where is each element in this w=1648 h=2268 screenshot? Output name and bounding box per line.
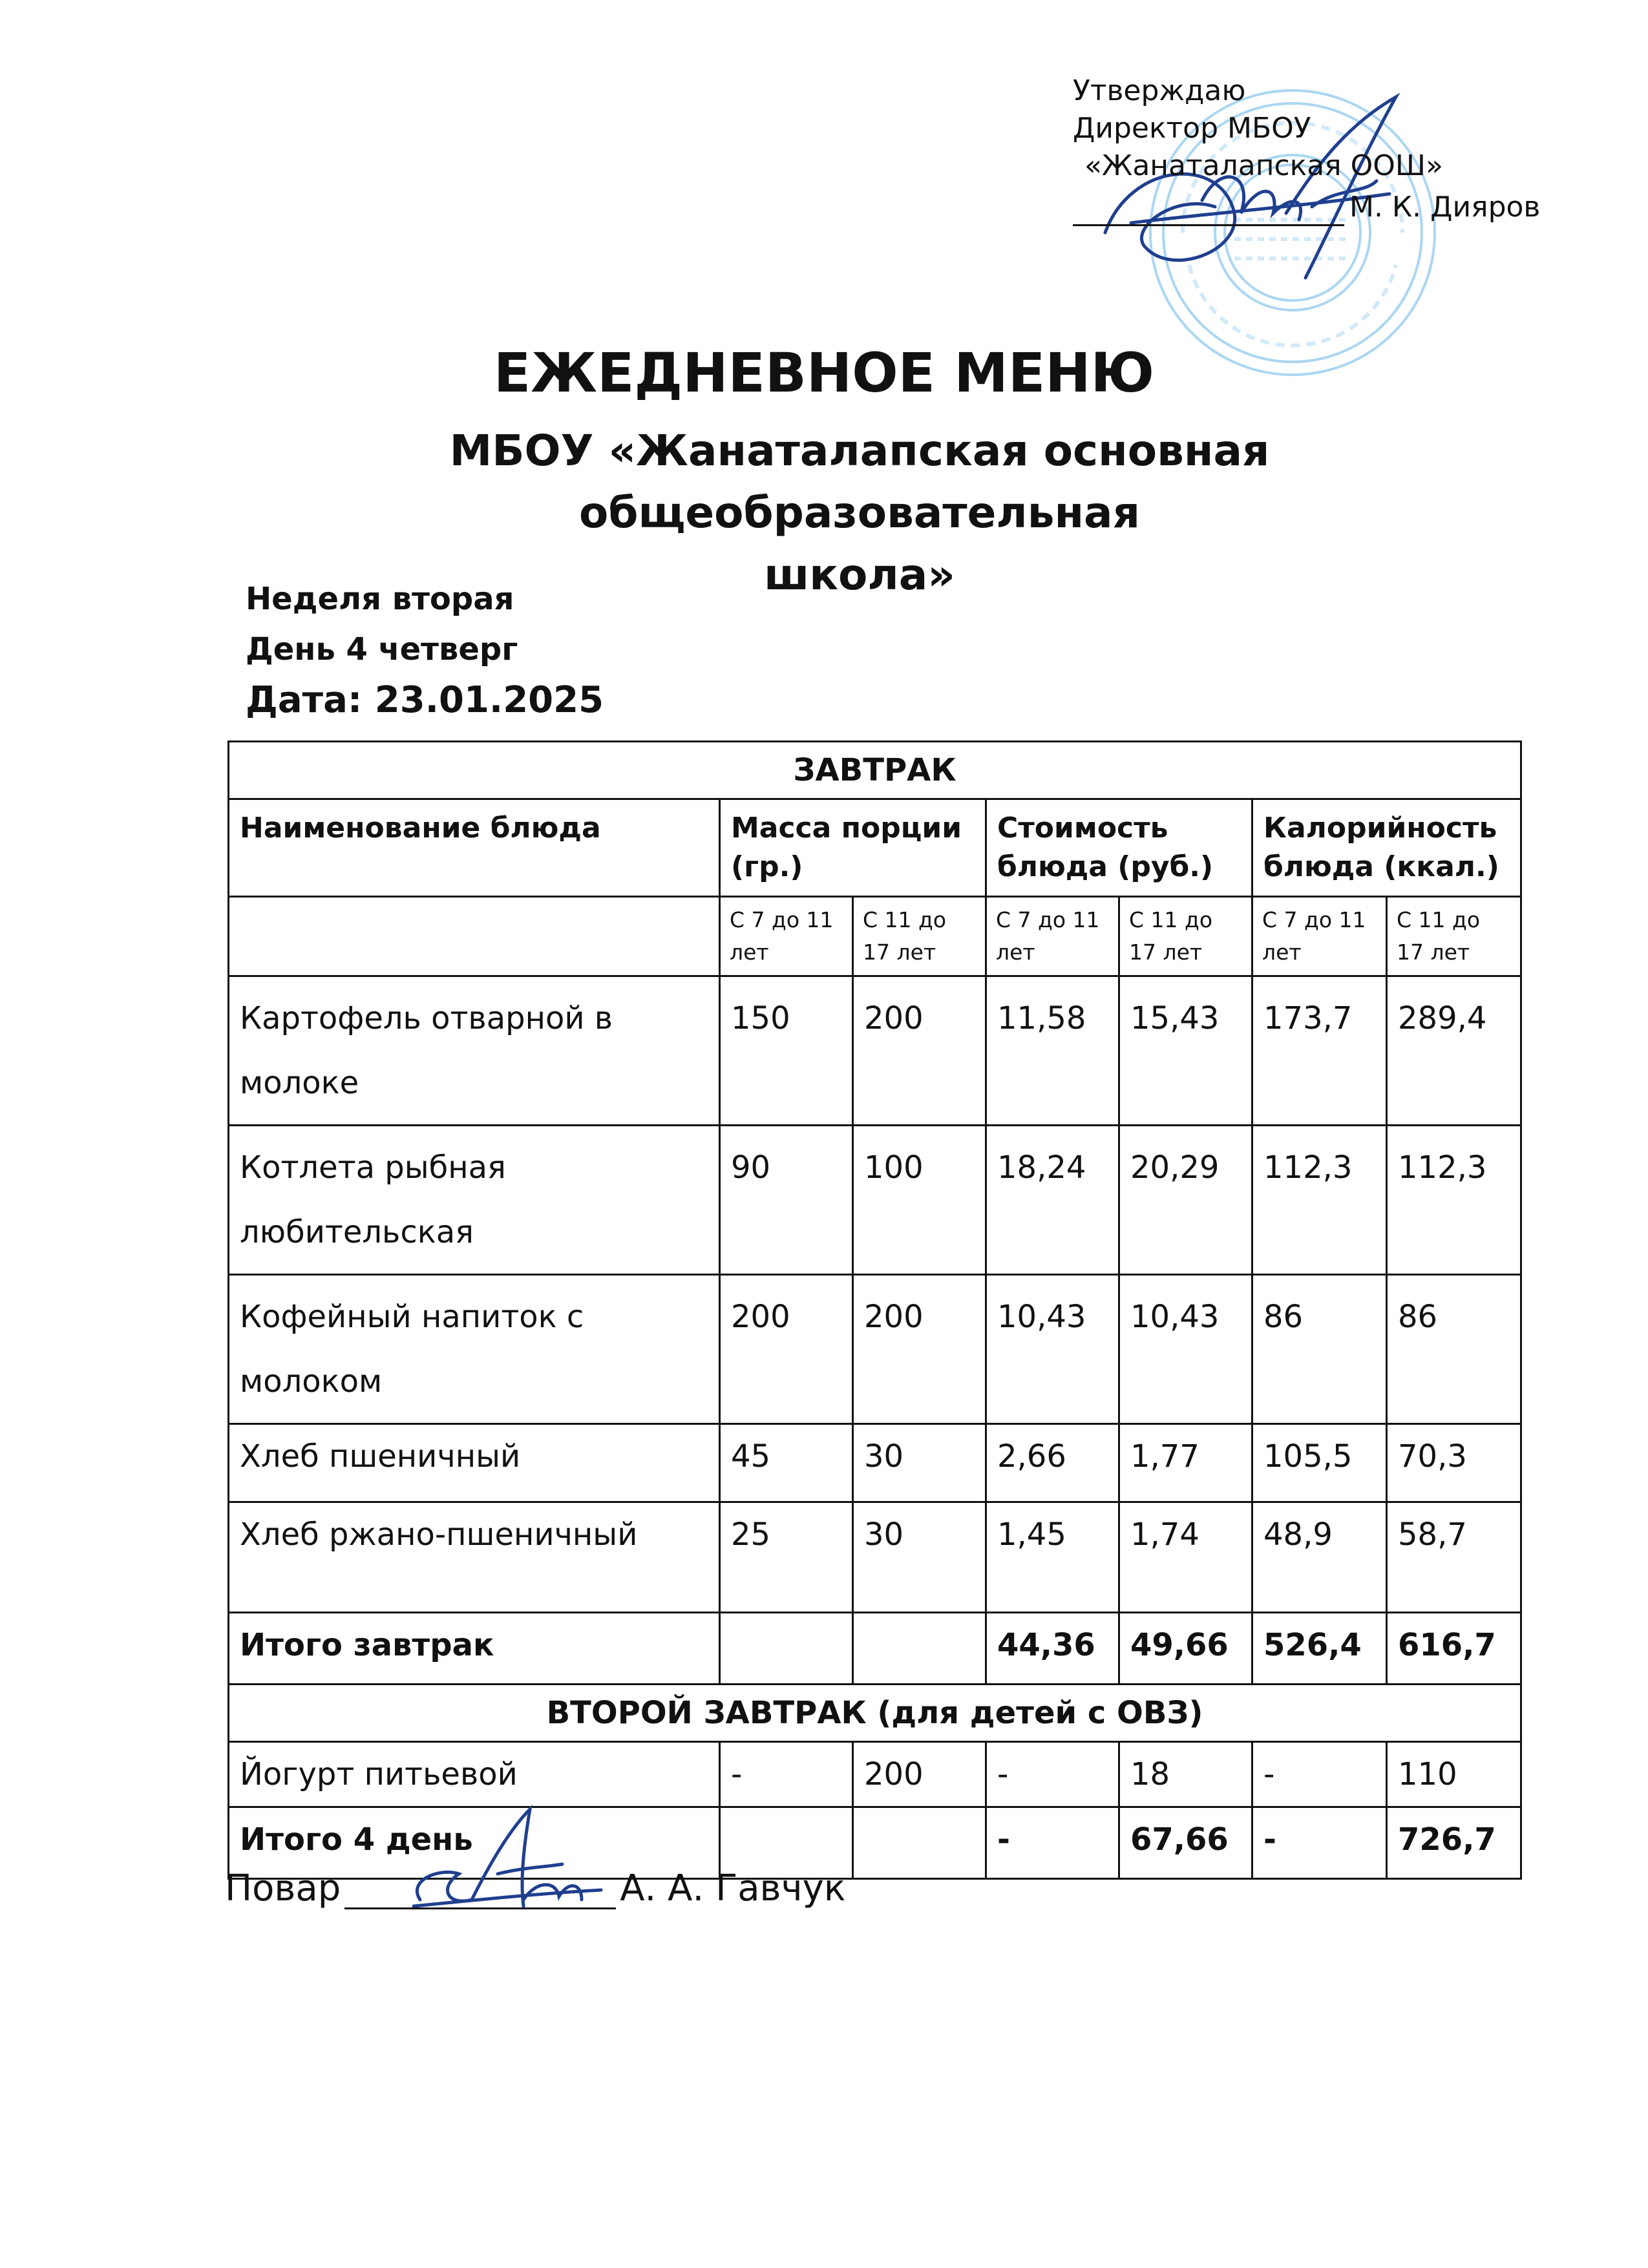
- menu-table: [227, 740, 1522, 1880]
- total-breakfast-label: Итого завтрак: [229, 1613, 720, 1685]
- cell: 1,77: [1119, 1424, 1252, 1502]
- cell: 90: [720, 1126, 853, 1275]
- total-day-label: Итого 4 день: [229, 1807, 720, 1879]
- cell: 150: [720, 976, 853, 1126]
- section-second-breakfast: ВТОРОЙ ЗАВТРАК (для детей с ОВЗ): [229, 1685, 1521, 1742]
- cell: 173,7: [1252, 976, 1387, 1126]
- cell: 10,43: [1119, 1275, 1252, 1424]
- cell: -: [986, 1807, 1119, 1879]
- cell: 30: [853, 1424, 986, 1502]
- cell: 49,66: [1119, 1613, 1252, 1685]
- cell: [853, 1613, 986, 1685]
- header-dish-name: Наименование блюда: [229, 799, 720, 897]
- cell: 70,3: [1387, 1424, 1521, 1502]
- header-calories: Калорийность блюда (ккал.): [1252, 799, 1521, 897]
- dish-name: Хлеб пшеничный: [229, 1424, 720, 1502]
- week-label: Неделя вторая: [246, 581, 514, 617]
- approval-line-3: «Жанаталапская ООШ»: [1084, 149, 1443, 182]
- age-11-17: С 11 до 17 лет: [853, 897, 986, 976]
- table-row: [229, 1742, 1521, 1807]
- cell: 86: [1387, 1275, 1521, 1424]
- cell: 58,7: [1387, 1502, 1521, 1613]
- approval-signature-row: [1073, 189, 1540, 226]
- cell: 200: [853, 976, 986, 1126]
- cell: 10,43: [986, 1275, 1119, 1424]
- cell: 67,66: [1119, 1807, 1252, 1879]
- cook-label: Повар: [225, 1867, 341, 1909]
- cook-block: [225, 1867, 846, 1909]
- approval-block: [1073, 72, 1540, 226]
- cell: -: [1252, 1742, 1387, 1807]
- table-row: [229, 1424, 1521, 1502]
- date-label: Дата: 23.01.2025: [246, 679, 604, 721]
- cook-name: А. А. Гавчук: [620, 1867, 846, 1909]
- cell: 48,9: [1252, 1502, 1387, 1613]
- cell: 1,74: [1119, 1502, 1252, 1613]
- cell: 25: [720, 1502, 853, 1613]
- day-label: День 4 четверг: [246, 631, 518, 667]
- approval-line-2: Директор МБОУ: [1073, 112, 1311, 145]
- cell: 112,3: [1387, 1126, 1521, 1275]
- age-7-11: С 7 до 11 лет: [1252, 897, 1387, 976]
- cell: -: [1252, 1807, 1387, 1879]
- cell: 86: [1252, 1275, 1387, 1424]
- header-cost: Стоимость блюда (руб.): [986, 799, 1252, 897]
- cell: 11,58: [986, 976, 1119, 1126]
- menu-info: [246, 574, 604, 726]
- signature-line: [1073, 193, 1344, 226]
- cell: 100: [853, 1126, 986, 1275]
- table-row: [229, 1126, 1521, 1275]
- cell: 1,45: [986, 1502, 1119, 1613]
- cell: [720, 1613, 853, 1685]
- cell: 2,66: [986, 1424, 1119, 1502]
- cell: 110: [1387, 1742, 1521, 1807]
- table-row: [229, 1502, 1521, 1613]
- cell: 30: [853, 1502, 986, 1613]
- table-row: [229, 976, 1521, 1126]
- cell: 45: [720, 1424, 853, 1502]
- cell: 18,24: [986, 1126, 1119, 1275]
- age-11-17: С 11 до 17 лет: [1387, 897, 1521, 976]
- subtitle-line-1: МБОУ «Жанаталапская основная общеобразовательная: [449, 426, 1270, 538]
- cell: 616,7: [1387, 1613, 1521, 1685]
- cell: 200: [853, 1742, 986, 1807]
- header-empty: [229, 897, 720, 976]
- age-7-11: С 7 до 11 лет: [986, 897, 1119, 976]
- cell: 15,43: [1119, 976, 1252, 1126]
- cell: 289,4: [1387, 976, 1521, 1126]
- cell: 18: [1119, 1742, 1252, 1807]
- cook-signature-line: [344, 1873, 616, 1909]
- dish-name: Картофель отварной в молоке: [229, 976, 720, 1126]
- dish-name: Хлеб ржано-пшеничный: [229, 1502, 720, 1613]
- dish-name: Йогурт питьевой: [229, 1742, 720, 1807]
- page-title: ЕЖЕДНЕВНОЕ МЕНЮ: [493, 341, 1155, 404]
- section-breakfast: ЗАВТРАК: [229, 742, 1521, 799]
- cell: -: [720, 1742, 853, 1807]
- header-mass: Масса порции (гр.): [720, 799, 986, 897]
- total-breakfast-row: [229, 1613, 1521, 1685]
- table-row: [229, 1275, 1521, 1424]
- age-7-11: С 7 до 11 лет: [720, 897, 853, 976]
- approval-line-1: Утверждаю: [1073, 74, 1246, 107]
- age-11-17: С 11 до 17 лет: [1119, 897, 1252, 976]
- approval-signer: М. К. Дияров: [1349, 191, 1541, 224]
- cell: 526,4: [1252, 1613, 1387, 1685]
- cell: [853, 1807, 986, 1879]
- dish-name: Кофейный напиток с молоком: [229, 1275, 720, 1424]
- subtitle-line-2: школа»: [764, 550, 955, 600]
- cell: 44,36: [986, 1613, 1119, 1685]
- cell: 20,29: [1119, 1126, 1252, 1275]
- dish-name: Котлета рыбная любительская: [229, 1126, 720, 1275]
- cell: -: [986, 1742, 1119, 1807]
- cell: 726,7: [1387, 1807, 1521, 1879]
- cell: 200: [720, 1275, 853, 1424]
- cell: 105,5: [1252, 1424, 1387, 1502]
- cell: 112,3: [1252, 1126, 1387, 1275]
- cell: 200: [853, 1275, 986, 1424]
